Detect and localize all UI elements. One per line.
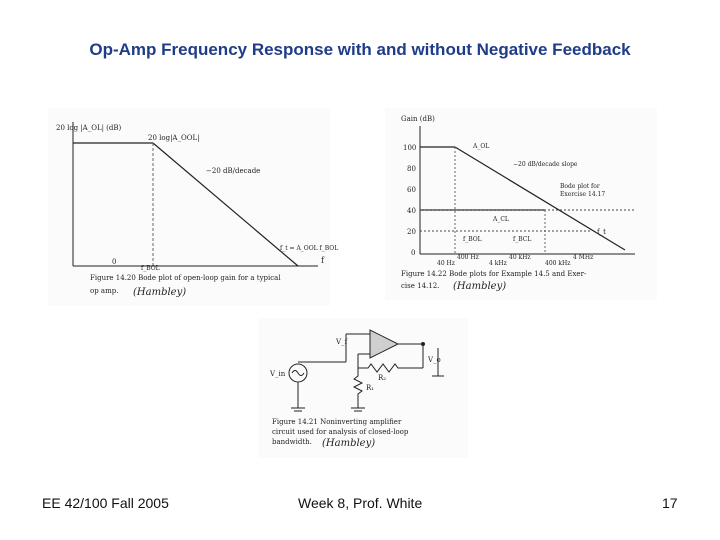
bode-note-line-2: Exercise 14.17	[560, 191, 606, 198]
handwritten-note: (Hambley)	[322, 438, 376, 449]
caption-line-3: bandwidth.	[272, 438, 312, 446]
caption-line-1: Figure 14.22 Bode plots for Example 14.5 and Exer-	[401, 270, 587, 278]
frequency-labels	[437, 254, 593, 267]
fbol-label: f_BOL	[141, 265, 160, 272]
freq-label-4mhz: 4 MHz	[573, 254, 594, 261]
freq-label-40khz: 40 kHz	[509, 254, 531, 261]
y-tick-0: 0	[411, 249, 416, 257]
y-tick-labels	[403, 144, 416, 257]
y-axis-label: Gain (dB)	[401, 115, 435, 123]
rolloff-line	[153, 143, 298, 266]
y-tick-100: 100	[403, 144, 417, 152]
r1-resistor	[354, 368, 362, 408]
freq-label-4khz: 4 kHz	[489, 260, 507, 267]
caption-line-2: circuit used for analysis of closed-loop	[272, 428, 409, 436]
aol-label: A_OL	[473, 143, 490, 150]
r2-label: R₂	[378, 374, 387, 382]
y-tick-40: 40	[407, 207, 416, 215]
x-axis-label: f	[321, 256, 324, 265]
crossing-label: f_t = A_OOL f_BOL	[280, 245, 339, 252]
slide-title: Op-Amp Frequency Response with and without Negative Feedback	[89, 40, 631, 59]
caption-line-1: Figure 14.20 Bode plot of open-loop gain for a typical	[90, 274, 281, 282]
handwritten-note: (Hambley)	[453, 281, 507, 292]
figure-14-20-bode-plot	[48, 108, 339, 306]
page-number: 17	[662, 495, 678, 511]
y-tick-80: 80	[407, 165, 416, 173]
caption-line-1: Figure 14.21 Noninverting amplifier	[272, 418, 402, 426]
top-gain-label: 20 log|A_OOL|	[148, 134, 200, 142]
r1-label: R₁	[366, 384, 375, 392]
y-axis-label: 20 log |A_OL| (dB)	[56, 124, 122, 132]
figure-14-21-circuit	[258, 318, 468, 458]
slope-label: −20 dB/decade	[206, 167, 261, 175]
vin-label: V_in	[270, 370, 286, 378]
freq-label-40hz: 40 Hz	[437, 260, 455, 267]
figure-14-22-bode-plots	[385, 108, 657, 300]
vo-label: V_o	[428, 356, 441, 364]
y-tick-20: 20	[407, 228, 416, 236]
y-tick-60: 60	[407, 186, 416, 194]
fbol-label: f_BOL	[463, 236, 482, 243]
figure-14-22	[385, 108, 657, 300]
freq-label-400hz: 400 Hz	[457, 254, 479, 261]
figure-14-20	[48, 108, 339, 306]
r2-resistor	[358, 364, 423, 372]
slope-label: −20 dB/decade slope	[513, 161, 578, 168]
footer-course: EE 42/100 Fall 2005	[42, 495, 169, 511]
acl-label: A_CL	[493, 216, 509, 223]
handwritten-note: (Hambley)	[133, 287, 187, 298]
caption-line-2: op amp.	[90, 287, 119, 295]
bode-note-line-1: Bode plot for	[560, 183, 600, 190]
ft-label: f_t	[597, 228, 606, 236]
freq-label-400khz: 400 kHz	[545, 260, 571, 267]
figure-14-21	[258, 318, 468, 458]
footer-week: Week 8, Prof. White	[298, 495, 423, 511]
vf-label: V_f	[336, 338, 348, 346]
caption-line-2: cise 14.12.	[401, 282, 440, 290]
fbcl-label: f_BCL	[513, 236, 532, 243]
origin-label: 0	[112, 258, 117, 266]
op-amp-symbol	[370, 330, 398, 358]
